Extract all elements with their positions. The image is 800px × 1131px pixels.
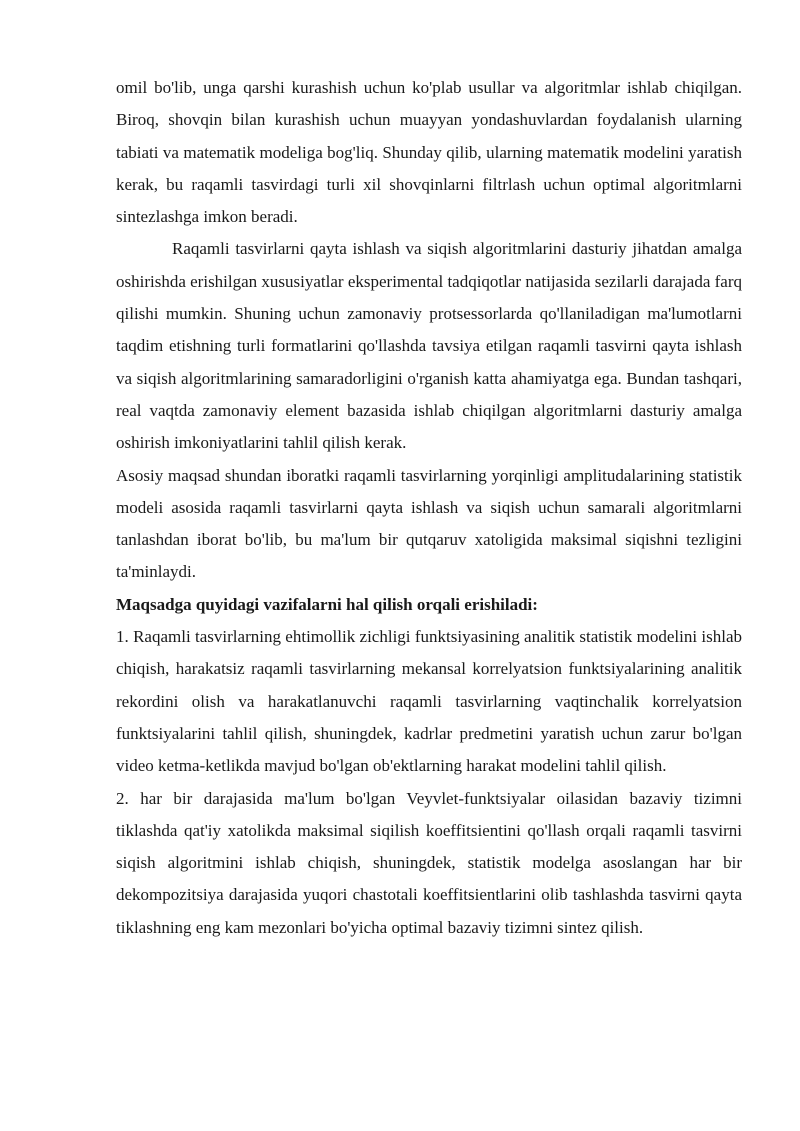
tasks-heading: Maqsadga quyidagi vazifalarni hal qilish orqali erishiladi: (116, 594, 538, 614)
document-page (116, 72, 742, 944)
task-item-1: 1. Raqamli tasvirlarning ehtimollik zichligi funktsiyasining analitik statistik modelini ishlab chiqish, harakatsiz raqamli tasvirlarning mekansal korrelyatsion funktsiyalarining analitik rekordini olish va harakatlanuvchi raqamli tasvirlarning vaqtinchalik korrelyatsion funktsiyalarini tahlil qilish, shuningdek, kadrlar predmetini yaratish uchun zarur bo'lgan video ketma-ketlikda mavjud bo'lgan ob'ektlarning harakat modelini tahlil qilish. (116, 627, 742, 776)
paragraph-implementation: Raqamli tasvirlarni qayta ishlash va siqish algoritmlarini dasturiy jihatdan amalga oshirishda erishilgan xususiyatlar eksperimental tadqiqotlar natijasida sezilarli darajada farq qilishi mumkin. Shuning uchun zamonaviy protsessorlarda qo'llaniladigan ma'lumotlarni taqdim etishning turli formatlarini qo'llashda tavsiya etilgan raqamli tasvirni qayta ishlash va siqish algoritmlarining samaradorligini o'rganish katta ahamiyatga ega. Bundan tashqari, real vaqtda zamonaviy element bazasida ishlab chiqilgan algoritmlarni dasturiy amalga oshirish imkoniyatlarini tahlil qilish kerak. (116, 239, 742, 453)
task-item-2: 2. har bir darajasida ma'lum bo'lgan Veyvlet-funktsiyalar oilasidan bazaviy tizimni tiklashda qat'iy xatolikda maksimal siqilish koeffitsientini qo'llash orqali raqamli tasvirni siqish algoritmini ishlab chiqish, shuningdek, statistik modelga asoslangan har bir dekompozitsiya darajasida yuqori chastotali koeffitsientlarini olib tashlashda tasvirni qayta tiklashning eng kam mezonlari bo'yicha optimal bazaviy tizimni sintez qilish. (116, 788, 742, 937)
paragraph-main-goal: Asosiy maqsad shundan iboratki raqamli tasvirlarning yorqinligi amplitudalarining statistik modeli asosida raqamli tasvirlarni qayta ishlash va siqish uchun samarali algoritmlarni tanlashdan iborat bo'lib, bu ma'lum bir qutqaruv xatoligida maksimal siqishni tezligini ta'minlaydi. (116, 465, 742, 582)
paragraph-noise-filtering: omil bo'lib, unga qarshi kurashish uchun ko'plab usullar va algoritmlar ishlab chiqilgan. Biroq, shovqin bilan kurashish uchun muayyan yondashuvlardan foydalanish ularning tabiati va matematik modeliga bog'liq. Shunday qilib, ularning matematik modelini yaratish kerak, bu raqamli tasvirdagi turli xil shovqinlarni filtrlash uchun optimal algoritmlarni sintezlashga imkon beradi. (116, 78, 742, 227)
